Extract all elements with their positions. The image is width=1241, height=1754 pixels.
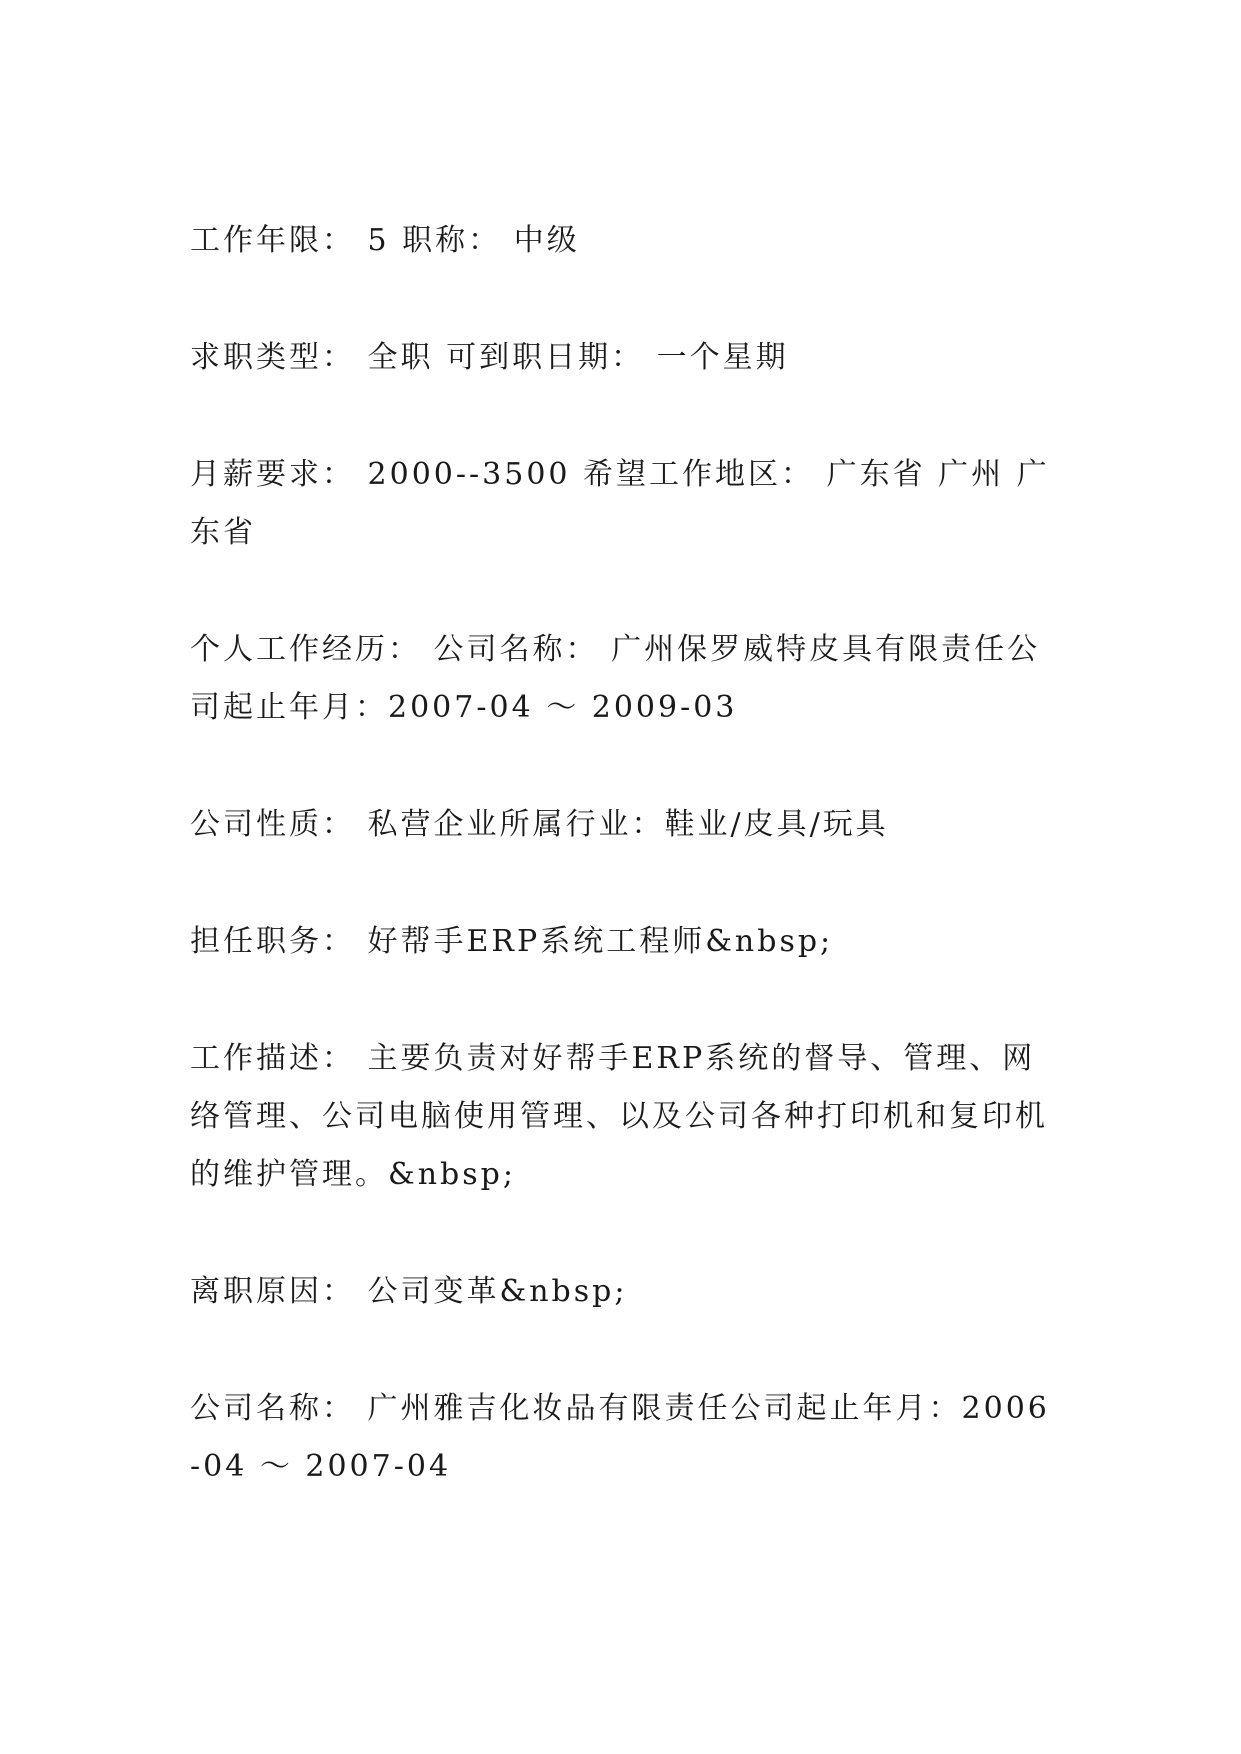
paragraph-job-type-availability: 求职类型： 全职 可到职日期： 一个星期	[190, 340, 789, 375]
paragraph-salary-location: 月薪要求： 2000--3500 希望工作地区： 广东省 广州 广东省	[190, 457, 1050, 550]
paragraph-company-nature-industry: 公司性质： 私营企业所属行业：鞋业/皮具/玩具	[190, 807, 889, 842]
paragraph-job-description: 工作描述： 主要负责对好帮手ERP系统的督导、管理、网络管理、公司电脑使用管理、以及公司各种打印机和复印机的维护管理。&nbsp;	[190, 1041, 1048, 1192]
paragraph-company-2: 公司名称： 广州雅吉化妆品有限责任公司起止年月：2006-04 ～ 2007-04	[190, 1391, 1050, 1484]
paragraph-work-years-title: 工作年限： 5 职称： 中级	[190, 223, 580, 258]
paragraph-leaving-reason: 离职原因： 公司变革&nbsp;	[190, 1274, 628, 1309]
document-body	[190, 212, 1052, 1496]
paragraph-work-history-company-1: 个人工作经历： 公司名称： 广州保罗威特皮具有限责任公司起止年月：2007-04 ～ 2009-03	[190, 632, 1041, 725]
paragraph-position: 担任职务： 好帮手ERP系统工程师&nbsp;	[190, 924, 834, 959]
